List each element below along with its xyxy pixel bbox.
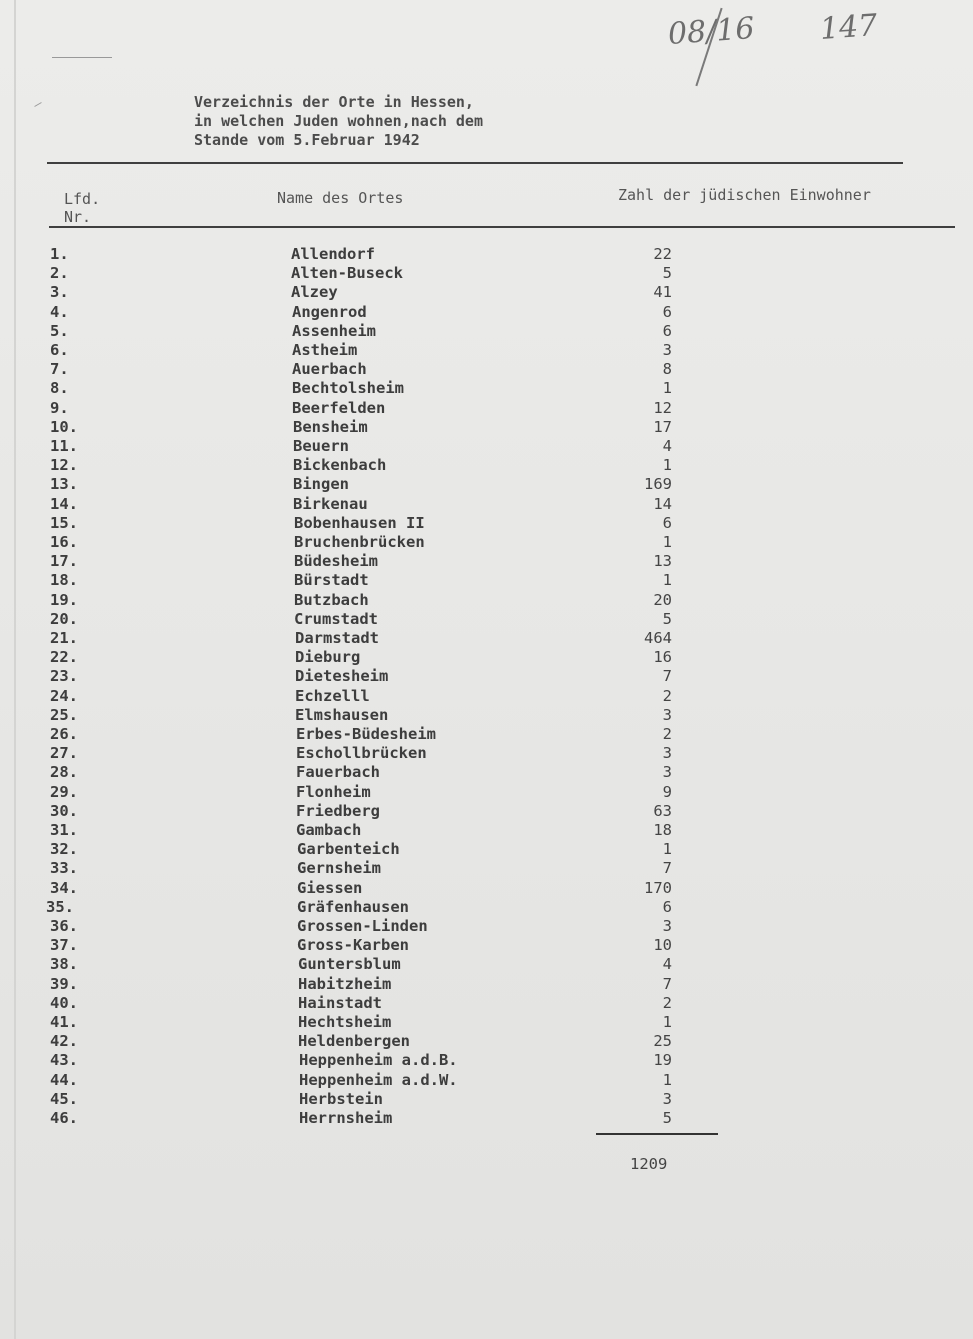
- row-number: 42.: [50, 1032, 78, 1051]
- row-count: 19: [653, 1051, 672, 1070]
- row-count: 169: [644, 475, 672, 494]
- row-place: Heppenheim a.d.W.: [299, 1070, 458, 1089]
- row-place: Birkenau: [293, 494, 368, 513]
- row-count: 1: [662, 1070, 672, 1089]
- row-number: 28.: [50, 763, 78, 782]
- document-title: [194, 93, 483, 150]
- table-row: [0, 859, 973, 878]
- row-count: 16: [653, 648, 672, 667]
- row-count: 25: [653, 1032, 672, 1051]
- row-number: 10.: [50, 417, 78, 436]
- handwritten-page-number: 147: [818, 8, 879, 47]
- table-row: [0, 283, 973, 302]
- row-number: 46.: [50, 1109, 78, 1127]
- row-number: 33.: [50, 859, 78, 878]
- row-place: Bickenbach: [293, 456, 387, 475]
- title-line-2: in welchen Juden wohnen,nach dem: [194, 112, 483, 130]
- table-row: [0, 303, 973, 322]
- row-number: 8.: [50, 379, 69, 398]
- row-number: 18.: [50, 571, 78, 590]
- table-row: [0, 994, 973, 1013]
- table-row: [0, 533, 973, 552]
- table-row: [0, 399, 973, 418]
- row-number: 1.: [50, 245, 69, 263]
- row-count: 3: [662, 705, 672, 724]
- header-count: Zahl der jüdischen Einwohner: [618, 186, 871, 204]
- table-row: [0, 610, 973, 629]
- row-number: 41.: [50, 1013, 78, 1031]
- row-number: 30.: [50, 801, 78, 820]
- row-place: Alten-Buseck: [291, 264, 403, 283]
- row-number: 39.: [50, 974, 78, 993]
- row-count: 5: [662, 1109, 672, 1127]
- row-number: 43.: [50, 1051, 78, 1070]
- table-row: [0, 744, 973, 763]
- table-row: [0, 514, 973, 533]
- row-place: Gross-Karben: [297, 936, 409, 955]
- row-count: 20: [653, 590, 672, 609]
- row-count: 18: [653, 821, 672, 839]
- table-row: [0, 975, 973, 994]
- row-number: 38.: [50, 955, 78, 974]
- row-place: Gräfenhausen: [297, 897, 409, 916]
- row-place: Hainstadt: [298, 993, 382, 1012]
- row-number: 40.: [50, 993, 78, 1012]
- row-number: 15.: [50, 513, 78, 532]
- row-number: 3.: [50, 283, 69, 302]
- table-row: [0, 706, 973, 725]
- row-number: 21.: [50, 629, 78, 647]
- table-row: [0, 1032, 973, 1051]
- row-count: 13: [653, 552, 672, 571]
- header-divider: [49, 226, 955, 228]
- table-row: [0, 1109, 973, 1128]
- row-place: Dietesheim: [295, 667, 389, 686]
- row-place: Allendorf: [291, 245, 375, 263]
- row-place: Erbes-Büdesheim: [296, 725, 436, 743]
- table-row: [0, 591, 973, 610]
- table-row: [0, 667, 973, 686]
- table-row: [0, 821, 973, 840]
- row-place: Assenheim: [292, 321, 376, 340]
- row-place: Herrnsheim: [299, 1109, 393, 1127]
- row-count: 1: [662, 840, 672, 859]
- table-row: [0, 687, 973, 706]
- row-count: 5: [662, 264, 672, 283]
- row-number: 20.: [50, 609, 78, 628]
- handwritten-reference: 08/16: [666, 11, 756, 52]
- row-number: 45.: [50, 1089, 78, 1108]
- row-count: 41: [653, 283, 672, 302]
- header-place-name: Name des Ortes: [277, 189, 404, 207]
- row-number: 34.: [50, 878, 78, 897]
- row-count: 7: [662, 667, 672, 686]
- sum-underline: [596, 1133, 718, 1135]
- table-row: [0, 437, 973, 456]
- row-place: Eschollbrücken: [296, 744, 427, 763]
- table-row: [0, 802, 973, 821]
- row-count: 17: [653, 417, 672, 436]
- row-number: 17.: [50, 552, 78, 571]
- table-row: [0, 264, 973, 283]
- row-place: Flonheim: [296, 782, 371, 801]
- table-row: [0, 495, 973, 514]
- row-count: 3: [662, 744, 672, 763]
- row-count: 9: [662, 782, 672, 801]
- row-count: 3: [662, 763, 672, 782]
- row-number: 23.: [50, 667, 78, 686]
- table-row: [0, 840, 973, 859]
- table-row: [0, 245, 973, 264]
- total-count: 1209: [630, 1155, 668, 1173]
- row-number: 6.: [50, 341, 69, 359]
- row-place: Gambach: [296, 821, 362, 839]
- row-count: 1: [662, 379, 672, 398]
- table-row: [0, 571, 973, 590]
- row-place: Garbenteich: [297, 840, 400, 859]
- row-place: Dieburg: [295, 648, 361, 667]
- header-lfd-nr: [64, 190, 100, 226]
- row-number: 36.: [50, 917, 78, 935]
- row-place: Herbstein: [299, 1089, 383, 1108]
- table-row: [0, 1013, 973, 1032]
- row-number: 31.: [50, 821, 78, 839]
- table-row: [0, 936, 973, 955]
- row-number: 11.: [50, 437, 78, 455]
- row-place: Darmstadt: [295, 629, 379, 647]
- row-count: 22: [653, 245, 672, 263]
- row-number: 13.: [50, 475, 78, 494]
- table-row: [0, 456, 973, 475]
- row-number: 32.: [50, 840, 78, 859]
- row-count: 6: [662, 897, 672, 916]
- row-count: 7: [662, 974, 672, 993]
- row-count: 1: [662, 533, 672, 551]
- row-place: Gernsheim: [297, 859, 381, 878]
- table-row: [0, 917, 973, 936]
- table-row: [0, 360, 973, 379]
- row-place: Grossen-Linden: [297, 917, 428, 935]
- row-count: 8: [662, 360, 672, 379]
- row-number: 7.: [50, 360, 69, 379]
- header-nr: Nr.: [64, 208, 92, 226]
- row-count: 14: [653, 494, 672, 513]
- table-row: [0, 955, 973, 974]
- table-row: [0, 783, 973, 802]
- row-number: 35.: [46, 897, 74, 916]
- row-place: Butzbach: [294, 590, 369, 609]
- row-count: 10: [653, 936, 672, 955]
- table-row: [0, 763, 973, 782]
- row-count: 1: [662, 456, 672, 475]
- top-divider: [47, 162, 903, 164]
- title-line-1: Verzeichnis der Orte in Hessen,: [194, 93, 474, 111]
- row-place: Heppenheim a.d.B.: [299, 1051, 458, 1070]
- row-number: 24.: [50, 686, 78, 705]
- table-row: [0, 552, 973, 571]
- row-place: Beuern: [293, 437, 349, 455]
- row-place: Beerfelden: [292, 398, 386, 417]
- row-count: 6: [662, 302, 672, 321]
- row-place: Bürstadt: [294, 571, 369, 590]
- table-row: [0, 879, 973, 898]
- row-number: 16.: [50, 533, 78, 551]
- table-row: [0, 725, 973, 744]
- row-count: 6: [662, 513, 672, 532]
- row-place: Bingen: [293, 475, 349, 494]
- row-count: 63: [653, 801, 672, 820]
- row-place: Bensheim: [293, 417, 368, 436]
- row-count: 2: [662, 993, 672, 1012]
- table-row: [0, 341, 973, 360]
- row-place: Bechtolsheim: [292, 379, 404, 398]
- row-count: 3: [662, 341, 672, 359]
- row-number: 25.: [50, 705, 78, 724]
- row-place: Angenrod: [292, 302, 367, 321]
- row-count: 3: [662, 917, 672, 935]
- table-row: [0, 322, 973, 341]
- row-place: Giessen: [297, 878, 363, 897]
- pencil-mark: [52, 57, 112, 58]
- row-number: 19.: [50, 590, 78, 609]
- row-count: 7: [662, 859, 672, 878]
- table-row: [0, 475, 973, 494]
- row-count: 3: [662, 1089, 672, 1108]
- row-count: 6: [662, 321, 672, 340]
- table-row: [0, 629, 973, 648]
- row-place: Bobenhausen II: [294, 513, 425, 532]
- row-place: Fauerbach: [296, 763, 380, 782]
- row-place: Guntersblum: [298, 955, 401, 974]
- row-count: 1: [662, 571, 672, 590]
- row-place: Büdesheim: [294, 552, 378, 571]
- row-number: 2.: [50, 264, 69, 283]
- row-number: 22.: [50, 648, 78, 667]
- table-row: [0, 379, 973, 398]
- row-place: Auerbach: [292, 360, 367, 379]
- row-count: 170: [644, 878, 672, 897]
- row-count: 4: [662, 437, 672, 455]
- row-place: Astheim: [292, 341, 358, 359]
- table-row: [0, 1090, 973, 1109]
- row-number: 12.: [50, 456, 78, 475]
- row-count: 5: [662, 609, 672, 628]
- row-count: 4: [662, 955, 672, 974]
- row-count: 464: [644, 629, 672, 647]
- row-count: 12: [653, 398, 672, 417]
- row-place: Elmshausen: [295, 705, 389, 724]
- row-number: 4.: [50, 302, 69, 321]
- row-number: 5.: [50, 321, 69, 340]
- row-number: 9.: [50, 398, 69, 417]
- row-number: 29.: [50, 782, 78, 801]
- row-place: Hechtsheim: [298, 1013, 392, 1031]
- row-place: Crumstadt: [294, 609, 378, 628]
- table-row: [0, 1071, 973, 1090]
- row-place: Friedberg: [296, 801, 380, 820]
- row-place: Habitzheim: [298, 974, 392, 993]
- row-place: Alzey: [291, 283, 338, 302]
- row-number: 14.: [50, 494, 78, 513]
- header-lfd: Lfd.: [64, 190, 101, 208]
- row-count: 2: [662, 686, 672, 705]
- pencil-tick: [34, 102, 41, 107]
- table-row: [0, 898, 973, 917]
- row-place: Echzelll: [295, 686, 370, 705]
- row-place: Bruchenbrücken: [294, 533, 425, 551]
- row-number: 37.: [50, 936, 78, 955]
- row-count: 1: [662, 1013, 672, 1031]
- title-line-3: Stande vom 5.Februar 1942: [194, 131, 420, 149]
- row-number: 44.: [50, 1070, 78, 1089]
- row-number: 26.: [50, 725, 78, 743]
- row-number: 27.: [50, 744, 78, 763]
- table-row: [0, 1051, 973, 1070]
- row-place: Heldenbergen: [298, 1032, 410, 1051]
- table-row: [0, 648, 973, 667]
- row-count: 2: [662, 725, 672, 743]
- table-row: [0, 418, 973, 437]
